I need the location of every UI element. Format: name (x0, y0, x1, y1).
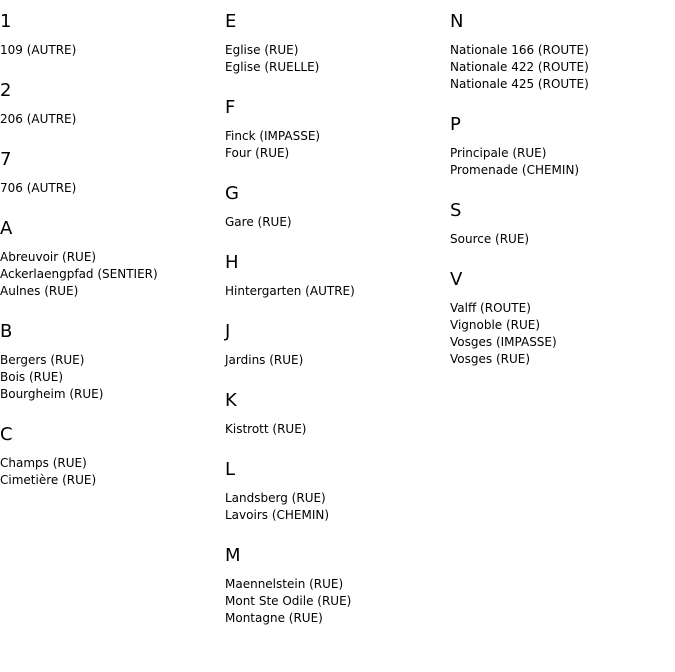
street-list (450, 42, 675, 93)
letter-heading: B (0, 321, 13, 342)
index-column (225, 0, 450, 637)
letter-group (225, 172, 450, 231)
street-link[interactable]: 706 (AUTRE) (0, 181, 77, 195)
street-link[interactable]: Bourgheim (RUE) (0, 387, 104, 401)
letter-heading: L (225, 459, 236, 480)
letter-group (225, 310, 450, 369)
letter-group (450, 258, 675, 368)
street-link[interactable]: Kistrott (RUE) (225, 422, 307, 436)
letter-heading: K (225, 390, 237, 411)
street-link[interactable]: Valff (ROUTE) (450, 301, 531, 315)
letter-group (450, 103, 675, 179)
letter-heading: H (225, 252, 239, 273)
letter-heading: A (0, 218, 13, 239)
street-list (450, 145, 675, 179)
street-list (225, 42, 450, 76)
street-link[interactable]: Maennelstein (RUE) (225, 577, 344, 591)
street-link[interactable]: Eglise (RUE) (225, 43, 299, 57)
street-link[interactable]: Promenade (CHEMIN) (450, 163, 580, 177)
street-list (0, 111, 225, 128)
street-list (0, 455, 225, 489)
letter-heading: E (225, 11, 237, 32)
letter-heading: P (450, 114, 461, 135)
street-link[interactable]: Aulnes (RUE) (0, 284, 79, 298)
letter-heading: 1 (0, 11, 12, 32)
letter-group (450, 189, 675, 248)
letter-group (225, 241, 450, 300)
street-list (225, 352, 450, 369)
street-link[interactable]: 206 (AUTRE) (0, 112, 77, 126)
street-list (225, 576, 450, 627)
street-link[interactable]: Nationale 425 (ROUTE) (450, 77, 589, 91)
street-link[interactable]: Hintergarten (AUTRE) (225, 284, 355, 298)
street-link[interactable]: 109 (AUTRE) (0, 43, 77, 57)
street-link[interactable]: Ackerlaengpfad (SENTIER) (0, 267, 158, 281)
street-link[interactable]: Cimetière (RUE) (0, 473, 97, 487)
street-link[interactable]: Gare (RUE) (225, 215, 292, 229)
letter-group (0, 138, 225, 197)
letter-heading: 2 (0, 80, 12, 101)
letter-group (225, 448, 450, 524)
street-link[interactable]: Eglise (RUELLE) (225, 60, 320, 74)
index-column (450, 0, 675, 378)
letter-heading: N (450, 11, 464, 32)
index-column (0, 0, 225, 499)
street-link[interactable]: Nationale 422 (ROUTE) (450, 60, 589, 74)
street-link[interactable]: Lavoirs (CHEMIN) (225, 508, 330, 522)
street-link[interactable]: Jardins (RUE) (225, 353, 304, 367)
letter-group (0, 413, 225, 489)
street-list (0, 180, 225, 197)
street-link[interactable]: Vignoble (RUE) (450, 318, 541, 332)
letter-group (225, 86, 450, 162)
letter-heading: C (0, 424, 13, 445)
letter-group (225, 379, 450, 438)
street-list (225, 214, 450, 231)
street-link[interactable]: Landsberg (RUE) (225, 491, 326, 505)
letter-heading: 7 (0, 149, 12, 170)
letter-group (225, 534, 450, 627)
street-link[interactable]: Source (RUE) (450, 232, 530, 246)
street-list (225, 490, 450, 524)
letter-group (0, 310, 225, 403)
letter-group (0, 0, 225, 59)
street-list (450, 231, 675, 248)
street-link[interactable]: Principale (RUE) (450, 146, 547, 160)
street-list (0, 249, 225, 300)
street-link[interactable]: Nationale 166 (ROUTE) (450, 43, 589, 57)
street-link[interactable]: Bois (RUE) (0, 370, 64, 384)
letter-heading: J (225, 321, 231, 342)
letter-heading: S (450, 200, 462, 221)
street-list (0, 352, 225, 403)
letter-group (225, 0, 450, 76)
street-link[interactable]: Montagne (RUE) (225, 611, 323, 625)
street-list (225, 128, 450, 162)
letter-heading: V (450, 269, 463, 290)
street-list (225, 283, 450, 300)
street-list (0, 42, 225, 59)
letter-group (450, 0, 675, 93)
letter-heading: G (225, 183, 239, 204)
letter-heading: M (225, 545, 241, 566)
street-link[interactable]: Champs (RUE) (0, 456, 87, 470)
street-link[interactable]: Abreuvoir (RUE) (0, 250, 97, 264)
street-link[interactable]: Finck (IMPASSE) (225, 129, 321, 143)
street-list (450, 300, 675, 368)
street-link[interactable]: Mont Ste Odile (RUE) (225, 594, 352, 608)
street-link[interactable]: Vosges (RUE) (450, 352, 531, 366)
letter-heading: F (225, 97, 236, 118)
street-link[interactable]: Four (RUE) (225, 146, 290, 160)
street-link[interactable]: Bergers (RUE) (0, 353, 85, 367)
street-link[interactable]: Vosges (IMPASSE) (450, 335, 557, 349)
street-list (225, 421, 450, 438)
letter-group (0, 207, 225, 300)
letter-group (0, 69, 225, 128)
